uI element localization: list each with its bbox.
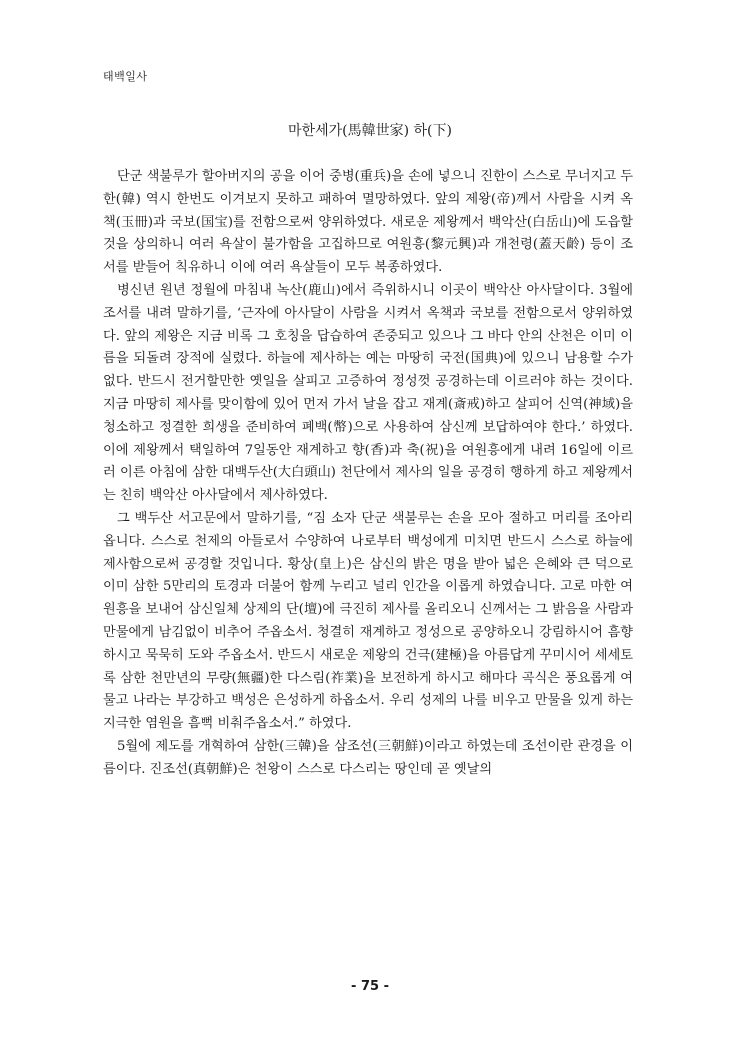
page-number: - 75 - xyxy=(351,979,389,994)
paragraph-2: 병신년 원년 정월에 마침내 녹산(鹿山)에서 즉위하시니 이곳이 백악산 아사달이다. 3월에 조서를 내려 말하기를, ‘근자에 아사달이 사람을 시켜서 옥책과 국보를 전함으로서 양위하였다. 앞의 제왕은 지금 비록 그 호칭을 답습하여 존중되고 있으나 그 바다 안의 산천은 이미 이름을 되돌려 장적에 실렸다. 하늘에 제사하는 예는 마땅히 국전(国典)에 있으니 남용할 수가 없다. 반드시 전거할만한 옛일을 살피고 고증하여 정성껏 공경하는데 이르러야 하는 것이다. 지금 마땅히 제사를 맞이함에 있어 먼저 가서 날을 잡고 재계(斎戒)하고 살피어 신역(神域)을 청소하고 정결한 희생을 준비하여 폐백(幣)으로 사용하여 삼신께 보답하여야 한다.’ 하였다. 이에 제왕께서 택일하여 7일동안 재계하고 향(香)과 축(祝)을 여원흥에게 내려 16일에 이르러 이른 아침에 삼한 대백두산(大白頭山) 천단에서 제사의 일을 공경히 행하게 하고 제왕께서는 친히 백악산 아사달에서 제사하였다. xyxy=(103,282,633,504)
running-header: 태백일사 xyxy=(103,70,148,83)
paragraph-1: 단군 색불루가 할아버지의 공을 이어 중병(重兵)을 손에 넣으니 진한이 스스로 무너지고 두 한(韓) 역시 한번도 이겨보지 못하고 패하여 멸망하였다. 앞의 제왕(帝)께서 사람을 시켜 옥책(玉冊)과 국보(国宝)를 전함으로써 양위하였다. 새로운 제왕께서 백악산(白岳山)에 도읍할 것을 상의하니 여러 욕살이 불가함을 고집하므로 여원흥(黎元興)과 개천령(蓋天齡) 등이 조서를 받들어 칙유하니 이에 여러 욕살들이 모두 복종하였다. xyxy=(103,169,633,276)
paragraph-3: 그 백두산 서고문에서 말하기를, “짐 소자 단군 색불루는 손을 모아 절하고 머리를 조아리옵니다. 스스로 천제의 아들로서 수양하여 나로부터 백성에게 미치면 반드시 스스로 하늘에 제사함으로써 공경할 것입니다. 황상(皇上)은 삼신의 밝은 명을 받아 넓은 은혜와 큰 덕으로 이미 삼한 5만리의 토경과 더불어 함께 누리고 널리 인간을 이롭게 하였습니다. 고로 마한 여원흥을 보내어 삼신일체 상제의 단(壇)에 극진히 제사를 올리오니 신께서는 그 밝음을 사람과 만물에게 남김없이 비추어 주옵소서. 청결히 재계하고 정성으로 공양하오니 강림하시어 흠향하시고 묵묵히 도와 주옵소서. 반드시 새로운 제왕의 건극(建極)을 아름답게 꾸미시어 세세토록 삼한 천만년의 무량(無疆)한 다스림(祚業)을 보전하게 하시고 해마다 곡식은 풍요롭게 여물고 나라는 부강하고 백성은 은성하게 하옵소서. 우리 성제의 나를 비우고 만물을 있게 하는 지극한 염원을 흠뻑 비춰주옵소서.” 하였다. xyxy=(103,510,633,732)
section-title: 마한세가(馬韓世家) 하(下) xyxy=(288,123,452,139)
body-text xyxy=(103,166,633,782)
paragraph-4: 5월에 제도를 개혁하여 삼한(三韓)을 삼조선(三朝鮮)이라고 하였는데 조선이란 관경을 이름이다. 진조선(真朝鮮)은 천왕이 스스로 다스리는 땅인데 곧 옛날의 xyxy=(103,738,633,777)
